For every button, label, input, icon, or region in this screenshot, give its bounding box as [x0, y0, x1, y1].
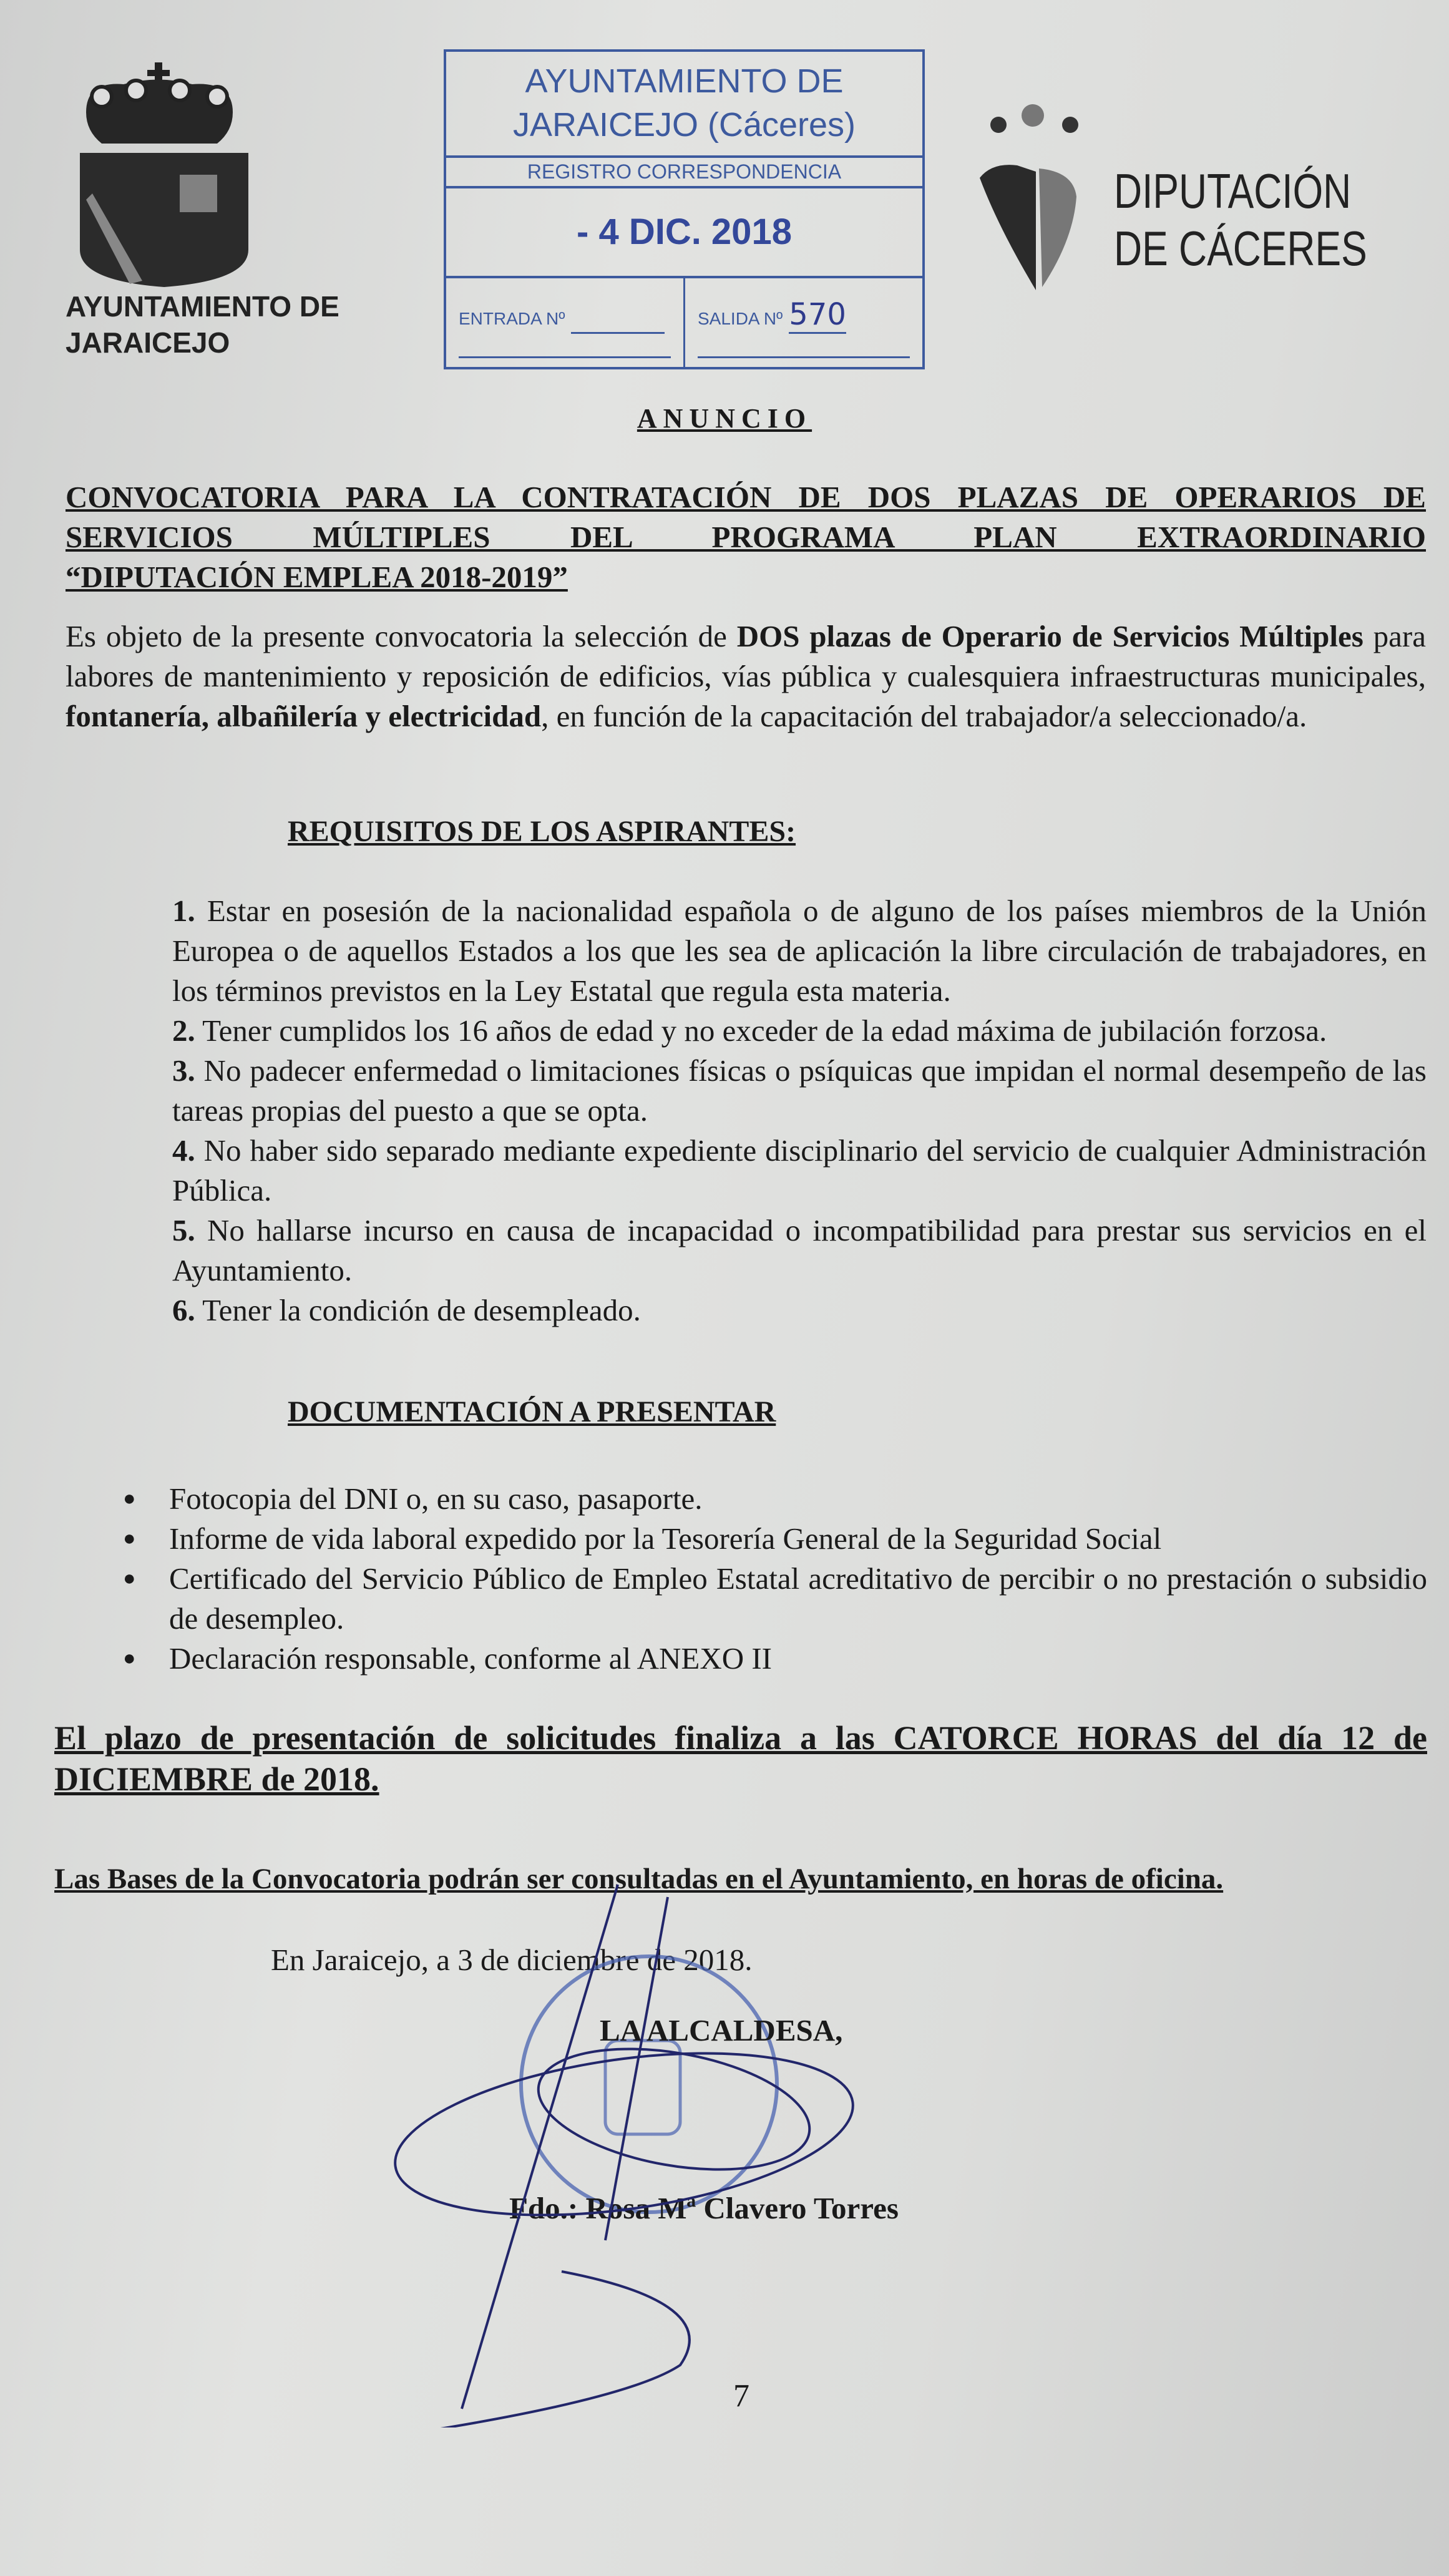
diputacion-name: [1114, 162, 1367, 277]
documentation-item: [123, 1639, 1427, 1679]
municipality-name-line: JARAICEJO: [66, 326, 230, 359]
diputacion-logo: [973, 103, 1098, 290]
handwritten-signature: [374, 1866, 998, 2427]
signer-title: LA ALCALDESA,: [600, 2013, 843, 2047]
document-heading: ANUNCIO: [637, 403, 812, 434]
page-number: 7: [733, 2378, 749, 2414]
item-number: 6.: [172, 1293, 195, 1327]
requirements-list: [172, 891, 1427, 1330]
stamp-salida-label: SALIDA Nº: [698, 309, 783, 328]
title-line: CONVOCATORIA PARA LA CONTRATACIÓN DE DOS PLAZAS DE OPERARIOS DE: [66, 480, 1426, 514]
item-text: Declaración responsable, conforme al ANEXO II: [169, 1641, 773, 1676]
stamp-line: AYUNTAMIENTO DE: [525, 62, 844, 100]
item-number: 1.: [172, 894, 195, 928]
item-text: Tener la condición de desempleado.: [195, 1293, 641, 1327]
stamp-entrada-label: ENTRADA Nº: [459, 309, 565, 328]
signer-name: Fdo.: Rosa Mª Clavero Torres: [509, 2191, 899, 2225]
deadline-notice: El plazo de presentación de solicitudes finaliza a las CATORCE HORAS del día 12 de DICIEMBRE de 2018.: [54, 1719, 1427, 1798]
item-text: No haber sido separado mediante expediente disciplinario del servicio de cualquier Administración Pública.: [172, 1133, 1427, 1208]
documentation-list: [123, 1479, 1427, 1679]
intro-paragraph: [66, 617, 1426, 736]
requirement-item: [172, 1051, 1427, 1131]
requirements-heading: REQUISITOS DE LOS ASPIRANTES:: [288, 815, 796, 848]
documentation-item: [123, 1479, 1427, 1519]
documentation-item: [123, 1559, 1427, 1639]
municipality-name: [66, 288, 339, 361]
diputacion-name-line: DIPUTACIÓN: [1114, 163, 1352, 218]
requirement-item: [172, 1211, 1427, 1290]
item-text: Tener cumplidos los 16 años de edad y no exceder de la edad máxima de jubilación forzosa.: [195, 1013, 1327, 1048]
stamp-line: JARAICEJO (Cáceres): [512, 106, 856, 144]
registry-stamp: [444, 49, 925, 369]
requirement-item: [172, 1131, 1427, 1211]
requirement-item: [172, 891, 1427, 1011]
bullet-icon: ●: [123, 1647, 136, 1670]
item-number: 2.: [172, 1013, 195, 1048]
bullet-icon: ●: [123, 1487, 136, 1510]
item-text: Estar en posesión de la nacionalidad española o de alguno de los países miembros de la Unión Europea o de aquellos Estados a los que les sea de aplicación la libre circulación de trabajadores, en los términos previstos en la Ley Estatal que regula esta materia.: [172, 894, 1427, 1008]
municipality-name-line: AYUNTAMIENTO DE: [66, 290, 339, 323]
diputacion-name-line: DE CÁCERES: [1114, 221, 1367, 276]
municipal-coat-of-arms-logo: [74, 62, 255, 287]
stamp-salida-number: 570: [789, 297, 846, 334]
item-number: 5.: [172, 1213, 195, 1247]
stamp-date: - 4 DIC. 2018: [446, 188, 922, 278]
documentation-item: [123, 1519, 1427, 1559]
stamp-register-label: REGISTRO CORRESPONDENCIA: [446, 158, 922, 188]
documentation-heading: DOCUMENTACIÓN A PRESENTAR: [288, 1395, 776, 1428]
item-text: Informe de vida laboral expedido por la Tesorería General de la Seguridad Social: [169, 1521, 1162, 1556]
title-line: “DIPUTACIÓN EMPLEA 2018-2019”: [66, 560, 568, 594]
document-title: [66, 477, 1426, 597]
bullet-icon: ●: [123, 1527, 136, 1550]
intro-bold: fontanería, albañilería y electricidad: [66, 699, 542, 733]
title-line: SERVICIOS MÚLTIPLES DEL PROGRAMA PLAN EXTRAORDINARIO: [66, 520, 1426, 554]
requirement-item: [172, 1011, 1427, 1051]
item-text: No padecer enfermedad o limitaciones físicas o psíquicas que impidan el normal desempeño de las tareas propias del puesto a que se opta.: [172, 1053, 1427, 1128]
intro-text: para labores de mantenimiento y reposición de edificios, vías pública y cualesquiera infraestructuras municipales,: [66, 619, 1426, 693]
intro-bold: DOS plazas de Operario de Servicios Múltiples: [736, 619, 1364, 653]
item-number: 4.: [172, 1133, 195, 1168]
intro-text: , en función de la capacitación del trabajador/a seleccionado/a.: [541, 699, 1307, 733]
requirement-item: [172, 1290, 1427, 1330]
bases-note: Las Bases de la Convocatoria podrán ser consultadas en el Ayuntamiento, en horas de oficina.: [54, 1863, 1224, 1895]
bullet-icon: ●: [123, 1567, 136, 1590]
item-text: Certificado del Servicio Público de Empleo Estatal acreditativo de percibir o no prestación o subsidio de desempleo.: [169, 1561, 1427, 1636]
intro-text: Es objeto de la presente convocatoria la selección de: [66, 619, 737, 653]
item-text: Fotocopia del DNI o, en su caso, pasaporte.: [169, 1481, 703, 1516]
item-text: No hallarse incurso en causa de incapacidad o incompatibilidad para prestar sus servicios en el Ayuntamiento.: [172, 1213, 1427, 1287]
item-number: 3.: [172, 1053, 195, 1088]
place-and-date: En Jaraicejo, a 3 de diciembre de 2018.: [271, 1943, 753, 1977]
